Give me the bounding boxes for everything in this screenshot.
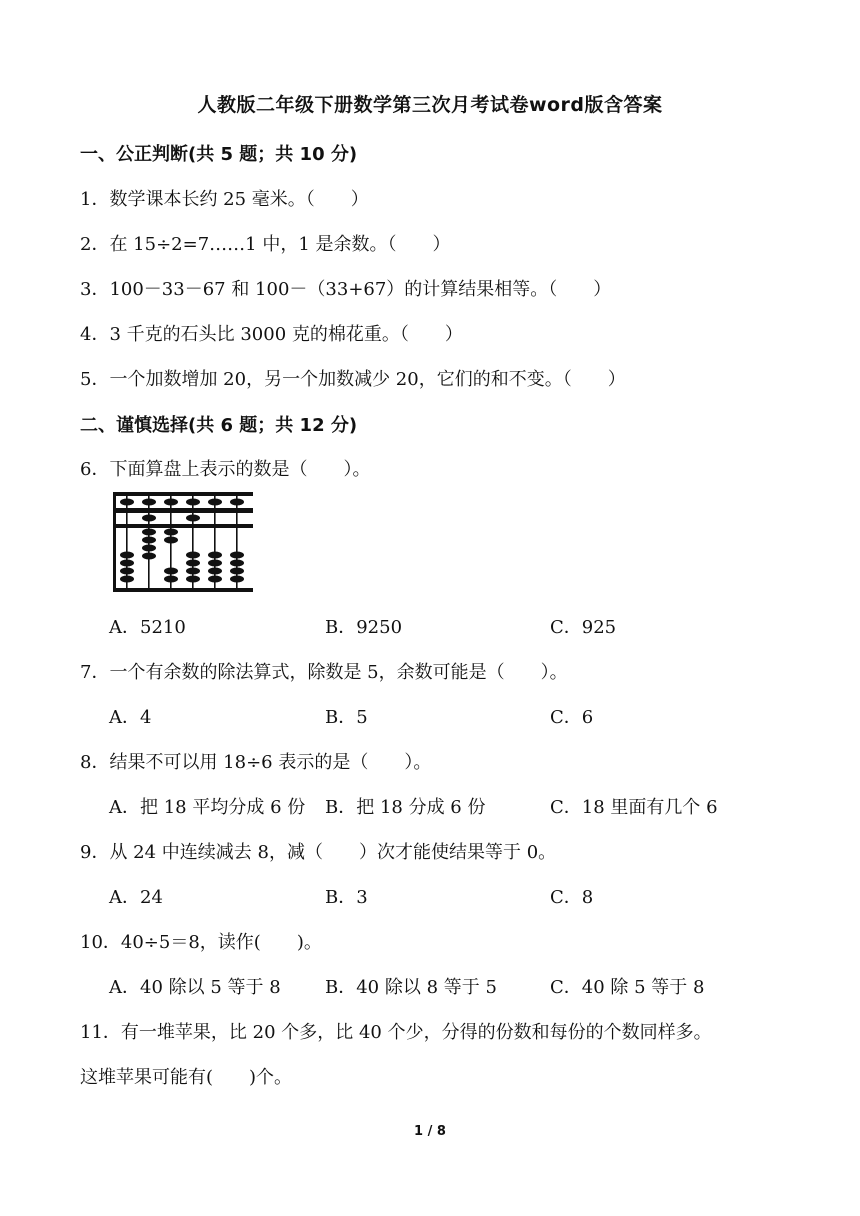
question-10: 10．40÷5＝8，读作( )。 [80,932,322,953]
page-number: 1 / 8 [414,1124,446,1139]
question-11: 11．有一堆苹果，比 20 个多，比 40 个少，分得的份数和每份的个数同样多。 [80,1022,712,1043]
q6-option-c: C．925 [550,617,617,638]
q10-option-b: B．40 除以 8 等于 5 [325,977,497,998]
q6-option-b: B．9250 [325,617,403,638]
question-11-continued: 这堆苹果可能有( )个。 [80,1067,293,1088]
q10-option-a: A．40 除以 5 等于 8 [109,977,281,998]
q9-option-c: C．8 [550,887,594,908]
page-title: 人教版二年级下册数学第三次月考试卷word版含答案 [197,94,663,116]
q9-option-b: B．3 [325,887,368,908]
q10-option-c: C．40 除 5 等于 8 [550,977,705,998]
q8-option-c: C．18 里面有几个 6 [550,797,718,818]
q7-option-c: C．6 [550,707,594,728]
question-7: 7．一个有余数的除法算式，除数是 5，余数可能是（ ）。 [80,662,568,683]
q8-option-b: B．把 18 分成 6 份 [325,797,486,818]
q7-option-b: B．5 [325,707,368,728]
section-heading-choice: 二、谨慎选择(共 6 题；共 12 分) [80,415,358,436]
abacus-image [113,490,255,594]
question-8: 8．结果不可以用 18÷6 表示的是（ ）。 [80,752,432,773]
q7-option-a: A．4 [109,707,152,728]
question-1: 1．数学课本长约 25 毫米。（ ） [80,189,369,210]
q9-option-a: A．24 [109,887,163,908]
question-2: 2．在 15÷2=7……1 中，1 是余数。（ ） [80,234,451,255]
question-9: 9．从 24 中连续减去 8，减（ ）次才能使结果等于 0。 [80,842,557,863]
question-6: 6．下面算盘上表示的数是（ ）。 [80,459,371,480]
question-3: 3．100－33－67 和 100－（33+67）的计算结果相等。（ ） [80,279,612,300]
q8-option-a: A．把 18 平均分成 6 份 [109,797,306,818]
question-5: 5．一个加数增加 20，另一个加数减少 20，它们的和不变。（ ） [80,369,626,390]
section-heading-judgement: 一、公正判断(共 5 题；共 10 分) [80,144,358,165]
q6-option-a: A．5210 [109,617,186,638]
question-4: 4．3 千克的石头比 3000 克的棉花重。（ ） [80,324,463,345]
